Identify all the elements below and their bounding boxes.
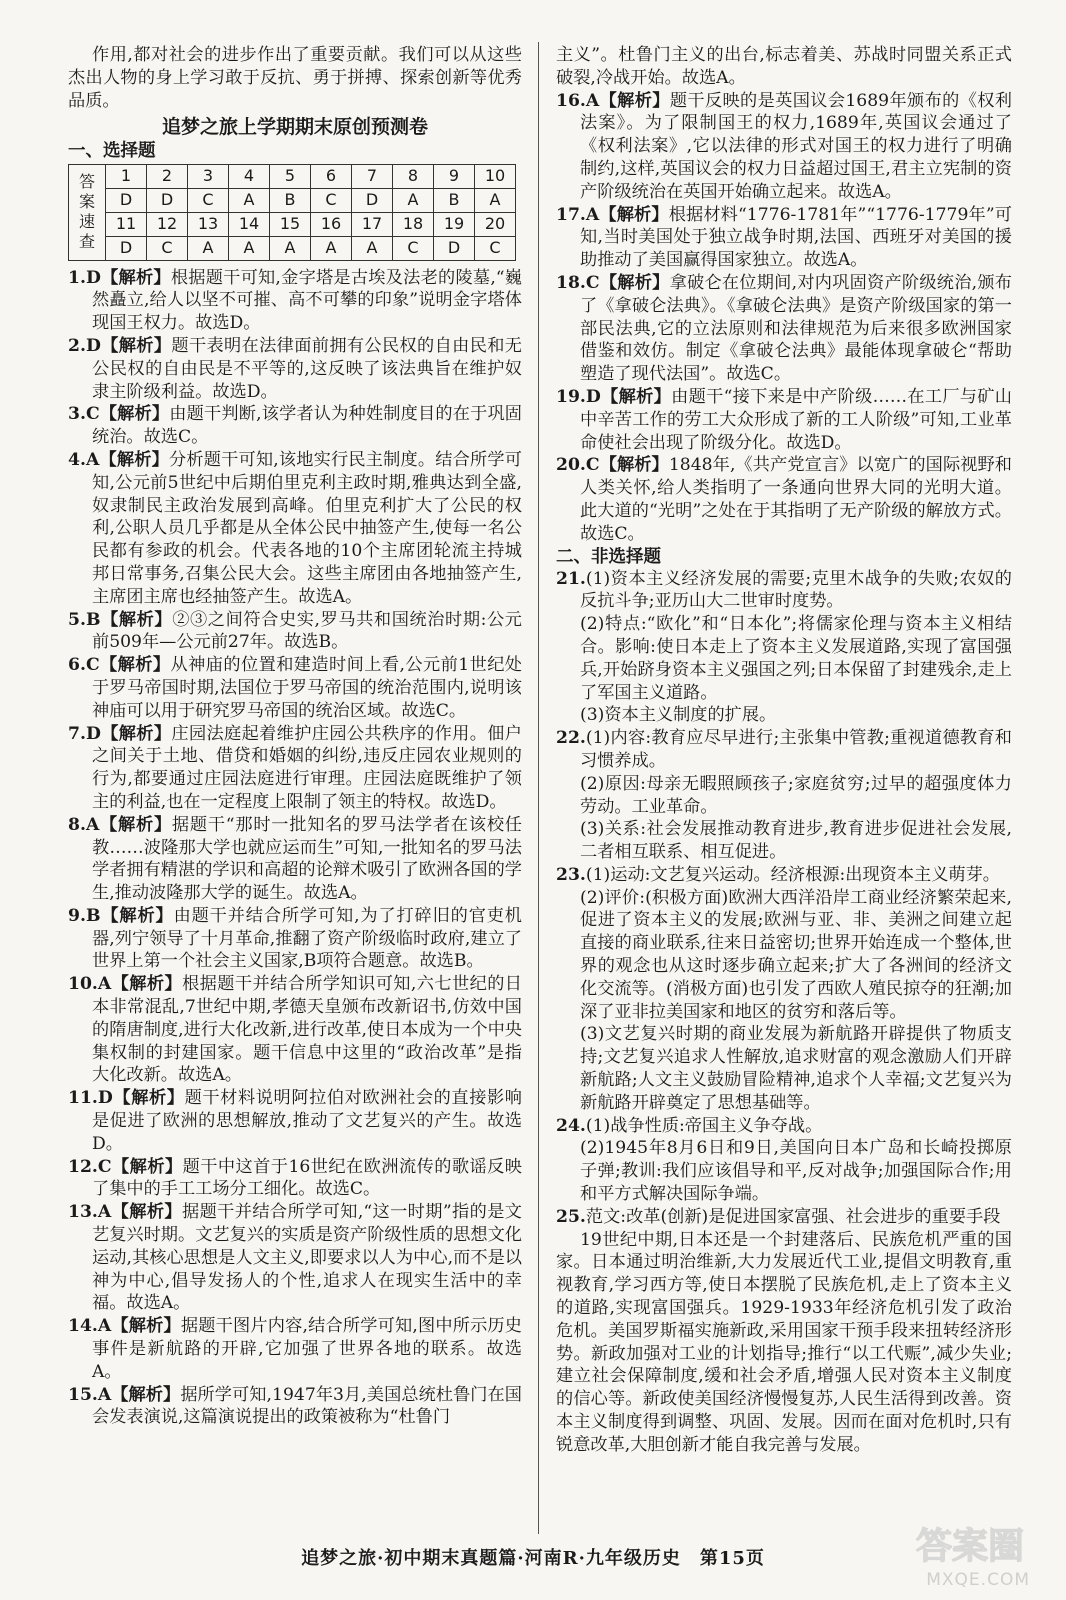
question-number: 15	[270, 212, 311, 236]
analysis-tag: 【解析】	[600, 386, 672, 407]
item-number: 18.C	[556, 272, 600, 293]
answer-letter: A	[393, 189, 434, 213]
answer-part: (1)运动:文艺复兴运动。经济根源:出现资本主义萌芽。	[585, 864, 1000, 885]
analysis-tag: 【解析】	[111, 1156, 183, 1177]
answer-item	[556, 272, 1012, 386]
answer-part: (3)资本主义制度的扩展。	[580, 705, 777, 726]
answer-table-row	[69, 236, 516, 260]
answer-letter: A	[229, 236, 270, 260]
answer-part: (2)1945年8月6日和9日,美国向日本广岛和长崎投掷原子弹;教训:我们应该倡导和平,反对战争;加强国际合作;用和平方式解决国际争端。	[580, 1138, 1012, 1205]
answer-item	[68, 1087, 522, 1155]
right-column	[556, 44, 1012, 1457]
question-number: 12	[147, 212, 188, 236]
item-number: 13.A	[68, 1202, 112, 1223]
watermark-site: MXQE.COM	[926, 1570, 1030, 1590]
item-text: 题干材料说明阿拉伯对欧洲社会的直接影响是促进了欧洲的思想解放,推动了文艺复兴的产生。故选D。	[92, 1088, 522, 1154]
answer-letter: A	[311, 236, 352, 260]
analysis-tag: 【解析】	[112, 1088, 185, 1109]
answer-letter: C	[393, 236, 434, 260]
question-23	[556, 864, 1012, 1115]
question-22	[556, 727, 1012, 864]
answer-item	[556, 386, 1012, 454]
answer-letter: A	[270, 236, 311, 260]
analysis-tag: 【解析】	[100, 267, 171, 288]
item-text: 题干中这首于16世纪在欧洲流传的歌谣反映了集中的手工工场分工细化。故选C。	[92, 1156, 522, 1200]
item-number: 11.D	[68, 1088, 113, 1109]
item-number: 14.A	[68, 1316, 112, 1337]
answer-item	[68, 267, 522, 335]
analysis-tag: 【解析】	[111, 1316, 181, 1337]
answer-item	[68, 609, 522, 655]
item-text: 庄园法庭起着维护庄园公共秩序的作用。佃户之间关于土地、借贷和婚姻的纠纷,违反庄园农业规则的行为,都要通过庄园法庭进行审理。庄园法庭既维护了领主的利益,也在一定程度上限制了领主的特权。故选D。	[92, 723, 522, 812]
answer-item	[68, 1384, 522, 1430]
answer-item	[68, 403, 522, 449]
analysis-tag: 【解析】	[599, 90, 670, 111]
answer-item	[68, 449, 522, 609]
answer-letter: D	[106, 189, 147, 213]
answer-part: (1)资本主义经济发展的需要;克里木战争的失败;农奴的反抗斗争;亚历山大二世审时度势。	[580, 568, 1012, 612]
analysis-tag: 【解析】	[99, 814, 172, 835]
answer-letter: C	[147, 236, 188, 260]
answer-letter: C	[311, 189, 352, 213]
answer-item	[68, 1315, 522, 1383]
question-number: 1	[106, 165, 147, 189]
analysis-tag: 【解析】	[99, 404, 170, 425]
answer-letter: C	[188, 189, 229, 213]
answer-item	[68, 654, 522, 722]
item-text: 根据题干并结合所学知识可知,六七世纪的日本非常混乱,7世纪中期,孝德天皇颁布改新诏书,仿效中国的隋唐制度,进行大化改新,进行改革,使日本成为一个中央集权制的封建国家。题干信息中这里的“政治改革”是指大化改新。故选A。	[92, 974, 522, 1086]
section-nonchoice-heading: 二、非选择题	[556, 546, 661, 567]
answer-part: 范文:改革(创新)是促进国家富强、社会进步的重要手段	[585, 1206, 1001, 1227]
analysis-tag: 【解析】	[100, 905, 174, 926]
answer-item	[68, 335, 522, 403]
item-number: 8.A	[68, 814, 100, 835]
answer-table-side-label	[69, 165, 106, 260]
analysis-tag: 【解析】	[111, 974, 183, 995]
answer-item	[68, 1201, 522, 1315]
analysis-tag: 【解析】	[599, 272, 670, 293]
question-number: 25.	[556, 1206, 586, 1227]
answer-letter: C	[475, 236, 516, 260]
item-text: 拿破仑在位期间,对内巩固资产阶级统治,颁布了《拿破仑法典》。《拿破仑法典》是资产阶级国家的第一部民法典,它的立法原则和法律规范为后来很多欧洲国家借鉴和效仿。制定《拿破仑法典》最能体现拿破仑“帮助塑造了现代法国”。故选C。	[580, 272, 1012, 385]
analysis-tag: 【解析】	[99, 655, 171, 676]
item-text: 由题干并结合所学可知,为了打碎旧的官吏机器,列宁领导了十月革命,推翻了资产阶级临时政府,建立了世界上第一个社会主义国家,B项符合题意。故选B。	[92, 905, 522, 972]
question-number: 11	[106, 212, 147, 236]
left-column	[68, 44, 522, 1429]
question-number: 6	[311, 165, 352, 189]
item-text: 题干表明在法律面前拥有公民权的自由民和无公民权的自由民是不平等的,这反映了该法典旨在维护奴隶主阶级利益。故选D。	[92, 335, 522, 402]
watermark-logo: 答案圈	[915, 1526, 1024, 1567]
answer-letter: A	[475, 189, 516, 213]
question-number: 24.	[556, 1115, 586, 1136]
answer-part: (3)关系:社会发展推动教育进步,教育进步促进社会发展,二者相互联系、相互促进。	[580, 819, 1012, 863]
question-number: 10	[475, 165, 516, 189]
question-number: 13	[188, 212, 229, 236]
essay-paragraph: 19世纪中期,日本还是一个封建落后、民族危机严重的国家。日本通过明治维新,大力发展近代工业,提倡文明教育,重视教育,学习西方等,使日本摆脱了民族危机,走上了资本主义的道路,实现富国强兵。1929-1933年经济危机引发了政治危机。美国罗斯福实施新政,采用国家干预手段来扭转经济形势。新政加强对工业的计划指导;推行“以工代赈”,减少失业;建立社会保障制度,缓和社会矛盾,增强人民对资本主义制度的信心等。新政使美国经济慢慢复苏,人民生活得到改善。资本主义制度得到调整、巩固、发展。因而在面对危机时,只有锐意改革,大胆创新才能自我完善与发展。	[556, 1229, 1012, 1455]
section-choice-heading: 一、选择题	[68, 141, 156, 162]
intro-paragraph: 作用,都对社会的进步作出了重要贡献。我们可以从这些杰出人物的身上学习敢于反抗、勇于拼搏、探索创新等优秀品质。	[68, 45, 522, 111]
answer-item	[68, 1156, 522, 1202]
question-number: 9	[434, 165, 475, 189]
item-number: 6.C	[68, 655, 100, 676]
side-label-text: 答 案 速 查	[78, 172, 95, 252]
question-25	[556, 1206, 1012, 1457]
right-answer-list	[556, 90, 1012, 546]
answer-letter: B	[270, 189, 311, 213]
item-text: 从神庙的位置和建造时间上看,公元前1世纪处于罗马帝国时期,法国位于罗马帝国的统治范围内,说明该神庙可以用于研究罗马帝国的统治区域。故选C。	[92, 655, 522, 721]
answer-part: (2)原因:母亲无暇照顾孩子;家庭贫穷;过早的超强度体力劳动。工业革命。	[580, 773, 1012, 817]
question-number: 2	[147, 165, 188, 189]
analysis-tag: 【解析】	[99, 449, 169, 470]
item-number: 17.A	[556, 204, 600, 225]
answer-letter: A	[188, 236, 229, 260]
answer-table-row	[69, 212, 516, 236]
question-number: 14	[229, 212, 270, 236]
answer-part: (3)文艺复兴时期的商业发展为新航路开辟提供了物质支持;文艺复兴追求人性解放,追求财富的观念激励人们开辟新航路;人文主义鼓励冒险精神,追求个人幸福;文艺复兴为新航路开辟奠定了思想基础等。	[580, 1024, 1012, 1113]
item-number: 2.D	[68, 335, 101, 356]
column-divider	[538, 42, 539, 1534]
question-number: 20	[475, 212, 516, 236]
question-number: 19	[434, 212, 475, 236]
analysis-tag: 【解析】	[100, 723, 172, 744]
item-text: 根据材料“1776-1781年”“1776-1779年”可知,当时美国处于独立战争时期,法国、西班牙对美国的援助推动了美国赢得国家独立。故选A。	[580, 204, 1012, 271]
item-text: 据所学可知,1947年3月,美国总统杜鲁门在国会发表演说,这篇演说提出的政策被称为“杜鲁门	[92, 1384, 522, 1428]
question-21	[556, 568, 1012, 728]
answer-part: (1)内容:教育应尽早进行;主张集中管教;重视道德教育和习惯养成。	[580, 728, 1012, 771]
answer-letter: D	[106, 236, 147, 260]
item-number: 7.D	[68, 723, 101, 744]
answer-part: (1)战争性质:帝国主义争夺战。	[585, 1115, 823, 1136]
analysis-tag: 【解析】	[599, 204, 669, 225]
analysis-tag: 【解析】	[100, 609, 173, 630]
answer-letter: D	[352, 189, 393, 213]
question-number: 16	[311, 212, 352, 236]
item-number: 10.A	[68, 974, 112, 995]
page-title: 追梦之旅上学期期末原创预测卷	[161, 116, 428, 139]
item-number: 3.C	[68, 404, 100, 425]
answer-table-row	[69, 165, 516, 189]
question-number: 8	[393, 165, 434, 189]
answer-item	[68, 973, 522, 1087]
question-number: 17	[352, 212, 393, 236]
item-number: 20.C	[556, 455, 600, 476]
item-number: 16.A	[556, 90, 600, 111]
item-text: 分析题干可知,该地实行民主制度。结合所学可知,公元前5世纪中后期伯里克利主政时期,雅典达到全盛,奴隶制民主政治发展到高峰。伯里克利扩大了公民的权利,公职人员几乎都是从全体公民中抽签产生,使每一名公民都有参政的机会。代表各地的10个主席团轮流主持城邦日常事务,召集公民大会。这些主席团由各地抽签产生,主席团主席也经抽签产生。故选A。	[92, 449, 522, 607]
answer-part: (2)特点:“欧化”和“日本化”;将儒家伦理与资本主义相结合。影响:使日本走上了资本主义发展道路,实现了富国强兵,开始跻身资本主义强国之列;日本保留了封建残余,走上了军国主义道路。	[580, 614, 1012, 703]
item-text: 根据题干可知,金字塔是古埃及法老的陵墓,“巍然矗立,给人以坚不可摧、高不可攀的印象”说明金字塔体现国王权力。故选D。	[92, 267, 522, 334]
item-text: 由题干“接下来是中产阶级……在工厂与矿山中辛苦工作的劳工大众形成了新的工人阶级”可知,工业革命使社会出现了阶级分化。故选D。	[580, 386, 1012, 453]
answer-letter: A	[352, 236, 393, 260]
item-text: 据题干并结合所学可知,“这一时期”指的是文艺复兴时期。文艺复兴的实质是资产阶级性质的思想文化运动,其核心思想是人文主义,即要求以人为中心,而不是以神为中心,倡导发扬人的个性,追求人在现实生活中的幸福。故选A。	[92, 1202, 522, 1314]
item-text: 据题干图片内容,结合所学可知,图中所示历史事件是新航路的开辟,它加强了世界各地的联系。故选A。	[92, 1316, 522, 1382]
question-number: 22.	[556, 728, 586, 749]
analysis-tag: 【解析】	[111, 1202, 182, 1223]
watermark	[870, 1518, 1030, 1590]
item-text: 题干反映的是英国议会1689年颁布的《权利法案》。为了限制国王的权力,1689年,英国议会通过了《权利法案》,它以法律的形式对国王的权力进行了明确制约,这样,英国议会的权力日益超过国王,君主立宪制的资产阶级统治在英国开始确立起来。故选A。	[580, 90, 1012, 202]
item-text: 由题干判断,该学者认为种姓制度目的在于巩固统治。故选C。	[92, 404, 522, 448]
item-text: 1848年,《共产党宣言》以宽广的国际视野和人类关怀,给人类指明了一条通向世界大同的光明大道。此大道的“光明”之处在于其指明了无产阶级的解放方式。故选C。	[580, 455, 1012, 544]
question-number: 3	[188, 165, 229, 189]
item-text: 据题干“那时一批知名的罗马法学者在该校任教……波隆那大学也就应运而生”可知,一批知名的罗马法学者拥有精湛的学识和高超的论辩术吸引了欧洲各国的学生,推动波隆那大学的诞生。故选A。	[92, 814, 522, 904]
page-footer: 追梦之旅·初中期末真题篇·河南R·九年级历史 第15页	[301, 1548, 765, 1569]
item-number: 19.D	[556, 386, 601, 407]
answer-item	[556, 90, 1012, 204]
item-number: 9.B	[68, 905, 101, 926]
item-number: 1.D	[68, 267, 101, 288]
item-number: 12.C	[68, 1156, 112, 1177]
answer-item	[68, 723, 522, 814]
answer-item	[68, 814, 522, 905]
analysis-tag: 【解析】	[111, 1384, 181, 1405]
question-number: 5	[270, 165, 311, 189]
answer-item	[556, 454, 1012, 545]
question-number: 7	[352, 165, 393, 189]
answer-table-row	[69, 189, 516, 213]
answer-letter: D	[147, 189, 188, 213]
answer-part: (2)评价:(积极方面)欧洲大西洋沿岸工商业经济繁荣起来,促进了资本主义的发展;欧洲与亚、非、美洲之间建立起直接的商业联系,往来日益密切;世界开始连成一个整体,世界的观念也从这时逐步确立起来;扩大了各洲间的经济文化交流等。(消极方面)也引发了西欧人殖民掠夺的狂潮;加深了亚非拉美国家和地区的贫穷和落后等。	[580, 887, 1012, 1022]
answer-letter: B	[434, 189, 475, 213]
continued-explanation: 主义”。杜鲁门主义的出台,标志着美、苏战时同盟关系正式破裂,冷战开始。故选A。	[556, 45, 1012, 88]
analysis-tag: 【解析】	[100, 335, 172, 356]
question-number: 21.	[556, 568, 586, 589]
item-number: 15.A	[68, 1384, 112, 1405]
question-24	[556, 1115, 1012, 1206]
question-number: 18	[393, 212, 434, 236]
item-number: 5.B	[68, 609, 101, 630]
question-number: 4	[229, 165, 270, 189]
item-text: ②③之间符合史实,罗马共和国统治时期:公元前509年—公元前27年。故选B。	[92, 609, 522, 653]
answer-table	[68, 164, 516, 260]
analysis-tag: 【解析】	[599, 455, 669, 476]
answer-letter: A	[229, 189, 270, 213]
answer-letter: D	[434, 236, 475, 260]
answer-item	[556, 204, 1012, 272]
answer-item	[68, 905, 522, 973]
question-number: 23.	[556, 864, 586, 885]
left-answer-list	[68, 267, 522, 1430]
item-number: 4.A	[68, 449, 100, 470]
